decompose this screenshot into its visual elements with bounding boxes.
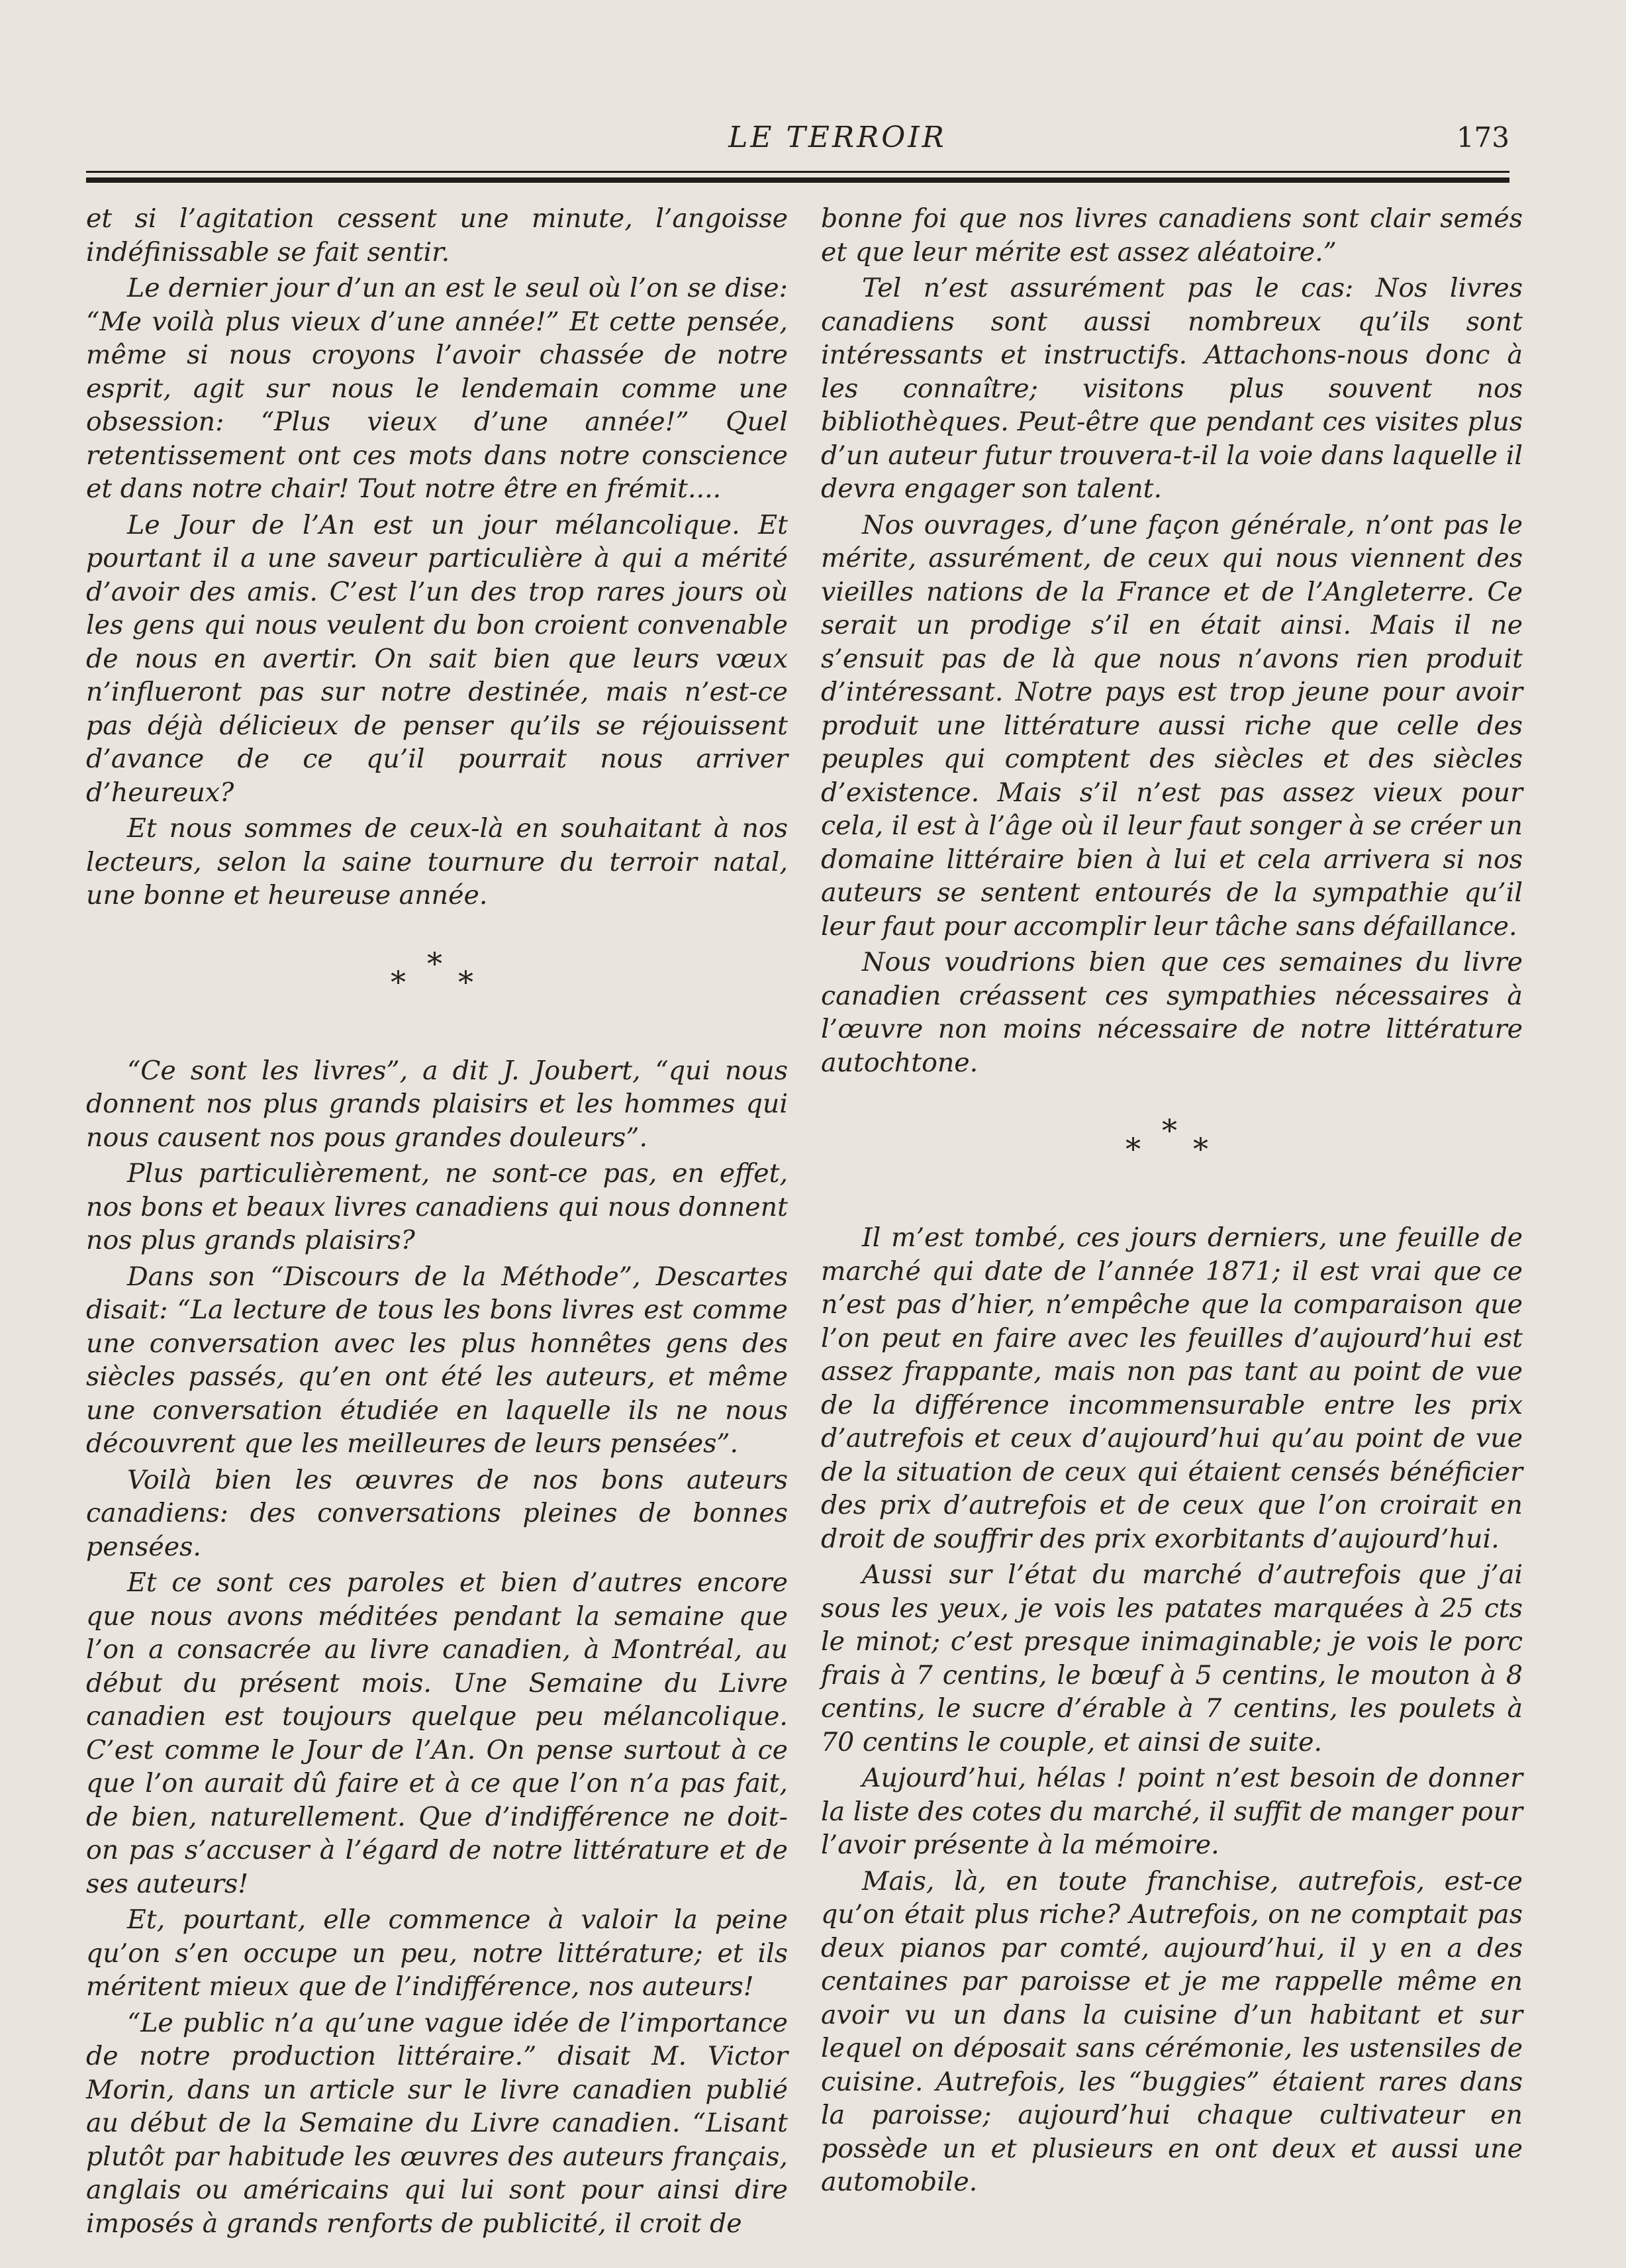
separator-asterisk: *: [1125, 1131, 1141, 1167]
running-title: LE TERROIR: [728, 121, 947, 154]
header-rule-thick: [86, 177, 1509, 183]
paragraph: Aussi sur l’état du marché d’autrefois que j’ai sous les yeux, je vois les patates marquées à 25 cts le minot; c’est presque inimaginable; je vois le porc frais à 7 centins, le bœuf à 5 centins, le mouton à 8 centins, le sucre d’érable à 7 centins, les poulets à 70 centins le couple, et ainsi de suite.: [821, 1559, 1523, 1757]
paragraph: et si l’agitation cessent une minute, l’angoisse indéfinissable se fait sentir.: [86, 203, 788, 268]
left-column: [86, 202, 788, 2243]
paragraph: Aujourd’hui, hélas ! point n’est besoin de donner la liste des cotes du marché, il suffit de manger pour l’avoir présente à la mémoire.: [821, 1763, 1523, 1860]
paragraph: Et, pourtant, elle commence à valoir la peine qu’on s’en occupe un peu, notre littérature; et ils méritent mieux que de l’indifférence, nos auteurs!: [86, 1904, 788, 2002]
section-separator: [821, 1082, 1523, 1221]
separator-asterisk: *: [458, 963, 473, 1000]
paragraph: Et ce sont ces paroles et bien d’autres encore que nous avons méditées pendant la semaine que l’on a consacrée au livre canadien, à Montréal, au début du présent mois. Une Semaine du Livre canadien est toujours quelque peu mélancolique. C’est comme le Jour de l’An. On pense surtout à ce que l’on aurait dû faire et à ce que l’on n’a pas fait, de bien, naturellement. Que d’indifférence ne doit-on pas s’accuser à l’égard de notre littérature et de ses auteurs!: [86, 1567, 788, 1899]
paragraph: Nous voudrions bien que ces semaines du livre canadien créassent ces sympathies nécessaires à l’œuvre non moins nécessaire de notre littérature autochtone.: [821, 947, 1523, 1078]
separator-asterisk: *: [427, 945, 442, 981]
paragraph: “Le public n’a qu’une vague idée de l’importance de notre production littéraire.” disait M. Victor Morin, dans un article sur le livre canadien publié au début de la Semaine du Livre canadien. “Lisant plutôt par habitude les œuvres des auteurs français, anglais ou américains qui lui sont pour ainsi dire imposés à grands renforts de publicité, il croit de: [86, 2007, 788, 2239]
paragraph: bonne foi que nos livres canadiens sont clair semés et que leur mérite est assez aléatoire.”: [821, 203, 1523, 268]
paragraph: “Ce sont les livres”, a dit J. Joubert, “qui nous donnent nos plus grands plaisirs et les hommes qui nous causent nos pous grandes douleurs”.: [86, 1055, 788, 1153]
page-number: 173: [1456, 121, 1509, 154]
separator-asterisk: *: [391, 963, 406, 1000]
paragraph: Nos ouvrages, d’une façon générale, n’ont pas le mérite, assurément, de ceux qui nous viennent des vieilles nations de la France et de l’Angleterre. Ce serait un prodige s’il en était ainsi. Mais il ne s’ensuit pas de là que nous n’avons rien produit d’intéressant. Notre pays est trop jeune pour avoir produit une littérature aussi riche que celle des peuples qui comptent des siècles et des siècles d’existence. Mais s’il n’est pas assez vieux pour cela, il est à l’âge où il leur faut songer à se créer un domaine littéraire bien à lui et cela arrivera si nos auteurs se sentent entourés de la sympathie qu’il leur faut pour accomplir leur tâche sans défaillance.: [821, 509, 1523, 942]
paragraph: Il m’est tombé, ces jours derniers, une feuille de marché qui date de l’année 1871; il est vrai que ce n’est pas d’hier, n’empêche que la comparaison que l’on peut en faire avec les feuilles d’aujourd’hui est assez frappante, mais non pas tant au point de vue de la différence incommensurable entre les prix d’autrefois et ceux d’aujourd’hui qu’au point de vue de la situation de ceux qui étaient censés bénéficier des prix d’autrefois et de ceux que l’on croirait en droit de souffrir des prix exorbitants d’aujourd’hui.: [821, 1222, 1523, 1554]
paragraph: Tel n’est assurément pas le cas: Nos livres canadiens sont aussi nombreux qu’ils sont intéressants et instructifs. Attachons-nous donc à les connaître; visitons plus souvent nos bibliothèques. Peut-être que pendant ces visites plus d’un auteur futur trouvera-t-il la voie dans laquelle il devra engager son talent.: [821, 273, 1523, 504]
paragraph: Mais, là, en toute franchise, autrefois, est-ce qu’on était plus riche? Autrefois, on ne comptait pas deux pianos par comté, aujourd’hui, il y en a des centaines par paroisse et je me rappelle même en avoir vu un dans la cuisine d’un habitant et sur lequel on déposait sans cérémonie, les ustensiles de cuisine. Autrefois, les “buggies” étaient rares dans la paroisse; aujourd’hui chaque cultivateur en possède un et plusieurs en ont deux et aussi une automobile.: [821, 1865, 1523, 2197]
paragraph: Dans son “Discours de la Méthode”, Descartes disait: “La lecture de tous les bons livres est comme une conversation avec les plus honnêtes gens des siècles passés, qu’en ont été les auteurs, et même une conversation étudiée en laquelle ils ne nous découvrent que les meilleures de leurs pensées”.: [86, 1261, 788, 1459]
right-column: [821, 202, 1523, 2202]
page-header: [86, 113, 1509, 159]
paragraph: Et nous sommes de ceux-là en souhaitant à nos lecteurs, selon la saine tournure du terroir natal, une bonne et heureuse année.: [86, 813, 788, 911]
separator-asterisk: *: [1193, 1131, 1208, 1167]
section-separator: [86, 915, 788, 1054]
header-rule-thin: [86, 171, 1509, 173]
paragraph: Plus particulièrement, ne sont-ce pas, en effet, nos bons et beaux livres canadiens qui nous donnent nos plus grands plaisirs?: [86, 1158, 788, 1256]
paragraph: Le dernier jour d’un an est le seul où l’on se dise: “Me voilà plus vieux d’une année!” Et cette pensée, même si nous croyons l’avoir chassée de notre esprit, agit sur nous le lendemain comme une obsession: “Plus vieux d’une année!” Quel retentissement ont ces mots dans notre conscience et dans notre chair! Tout notre être en frémit....: [86, 273, 788, 504]
separator-asterisk: *: [1162, 1112, 1177, 1148]
paragraph: Voilà bien les œuvres de nos bons auteurs canadiens: des conversations pleines de bonnes pensées.: [86, 1464, 788, 1562]
paragraph: Le Jour de l’An est un jour mélancolique. Et pourtant il a une saveur particulière à qui a mérité d’avoir des amis. C’est l’un des trop rares jours où les gens qui nous veulent du bon croient convenable de nous en avertir. On sait bien que leurs vœux n’influeront pas sur notre destinée, mais n’est-ce pas déjà délicieux de penser qu’ils se réjouissent d’avance de ce qu’il pourrait nous arriver d’heureux?: [86, 509, 788, 808]
